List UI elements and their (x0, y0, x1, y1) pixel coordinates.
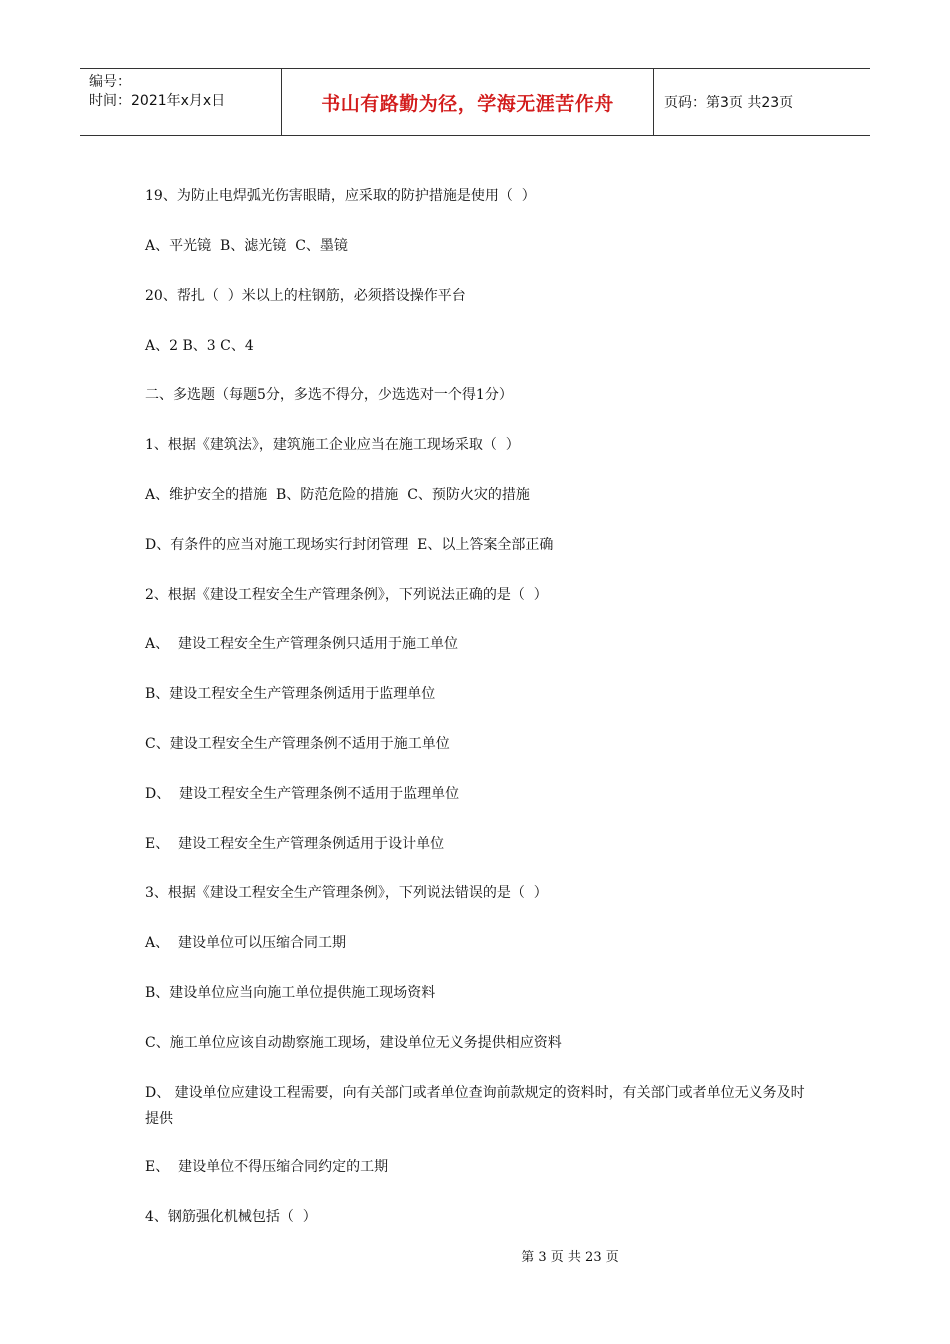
mc-question-3-option-a: A、 建设单位可以压缩合同工期 (145, 935, 347, 951)
mc-question-2-option-a: A、 建设工程安全生产管理条例只适用于施工单位 (145, 636, 459, 652)
document-number-label: 编号： (89, 74, 131, 90)
mc-question-1: 1、根据《建筑法》，建筑施工企业应当在施工现场采取（ ） (145, 437, 520, 453)
mc-question-2-option-b: B、建设工程安全生产管理条例适用于监理单位 (145, 686, 436, 702)
page-footer: 第 3 页 共 23 页 (521, 1250, 619, 1265)
mc-question-2: 2、根据《建设工程安全生产管理条例》，下列说法正确的是（ ） (145, 587, 548, 603)
mc-question-3-option-c: C、施工单位应该自动勘察施工现场，建设单位无义务提供相应资料 (145, 1035, 562, 1051)
header-motto-cell (282, 69, 654, 135)
question-19-options: A、平光镜 B、滤光镜 C、墨镜 (145, 238, 348, 254)
header-meta (80, 69, 282, 135)
page-header (80, 68, 870, 136)
mc-question-3-option-b: B、建设单位应当向施工单位提供施工现场资料 (145, 985, 436, 1001)
section-heading-multiple-choice: 二、多选题（每题5分，多选不得分，少选选对一个得1分） (145, 387, 513, 403)
header-page-info: 页码：第3页 共23页 (664, 95, 794, 111)
mc-question-3-option-d: D、 建设单位应建设工程需要，向有关部门或者单位查询前款规定的资料时，有关部门或者单位无义务及时提供 (145, 1085, 805, 1127)
mc-question-1-options-a-c: A、维护安全的措施 B、防范危险的措施 C、预防火灾的措施 (145, 487, 530, 503)
mc-question-4: 4、钢筋强化机械包括（ ） (145, 1209, 317, 1225)
question-20-options: A、2 B、3 C、4 (145, 338, 254, 354)
question-20: 20、帮扎（ ）米以上的柱钢筋，必须搭设操作平台 (145, 288, 466, 304)
document-time-label: 时间：2021年x月x日 (89, 93, 226, 109)
mc-question-3-option-e: E、 建设单位不得压缩合同约定的工期 (145, 1159, 389, 1175)
mc-question-2-option-d: D、 建设工程安全生产管理条例不适用于监理单位 (145, 786, 460, 802)
mc-question-2-option-c: C、建设工程安全生产管理条例不适用于施工单位 (145, 736, 450, 752)
mc-question-2-option-e: E、 建设工程安全生产管理条例适用于设计单位 (145, 836, 445, 852)
question-19: 19、为防止电焊弧光伤害眼睛，应采取的防护措施是使用（ ） (145, 188, 536, 204)
mc-question-1-options-d-e: D、有条件的应当对施工现场实行封闭管理 E、以上答案全部正确 (145, 537, 554, 553)
mc-question-3: 3、根据《建设工程安全生产管理条例》，下列说法错误的是（ ） (145, 885, 548, 901)
header-motto: 书山有路勤为径，学海无涯苦作舟 (321, 92, 614, 115)
